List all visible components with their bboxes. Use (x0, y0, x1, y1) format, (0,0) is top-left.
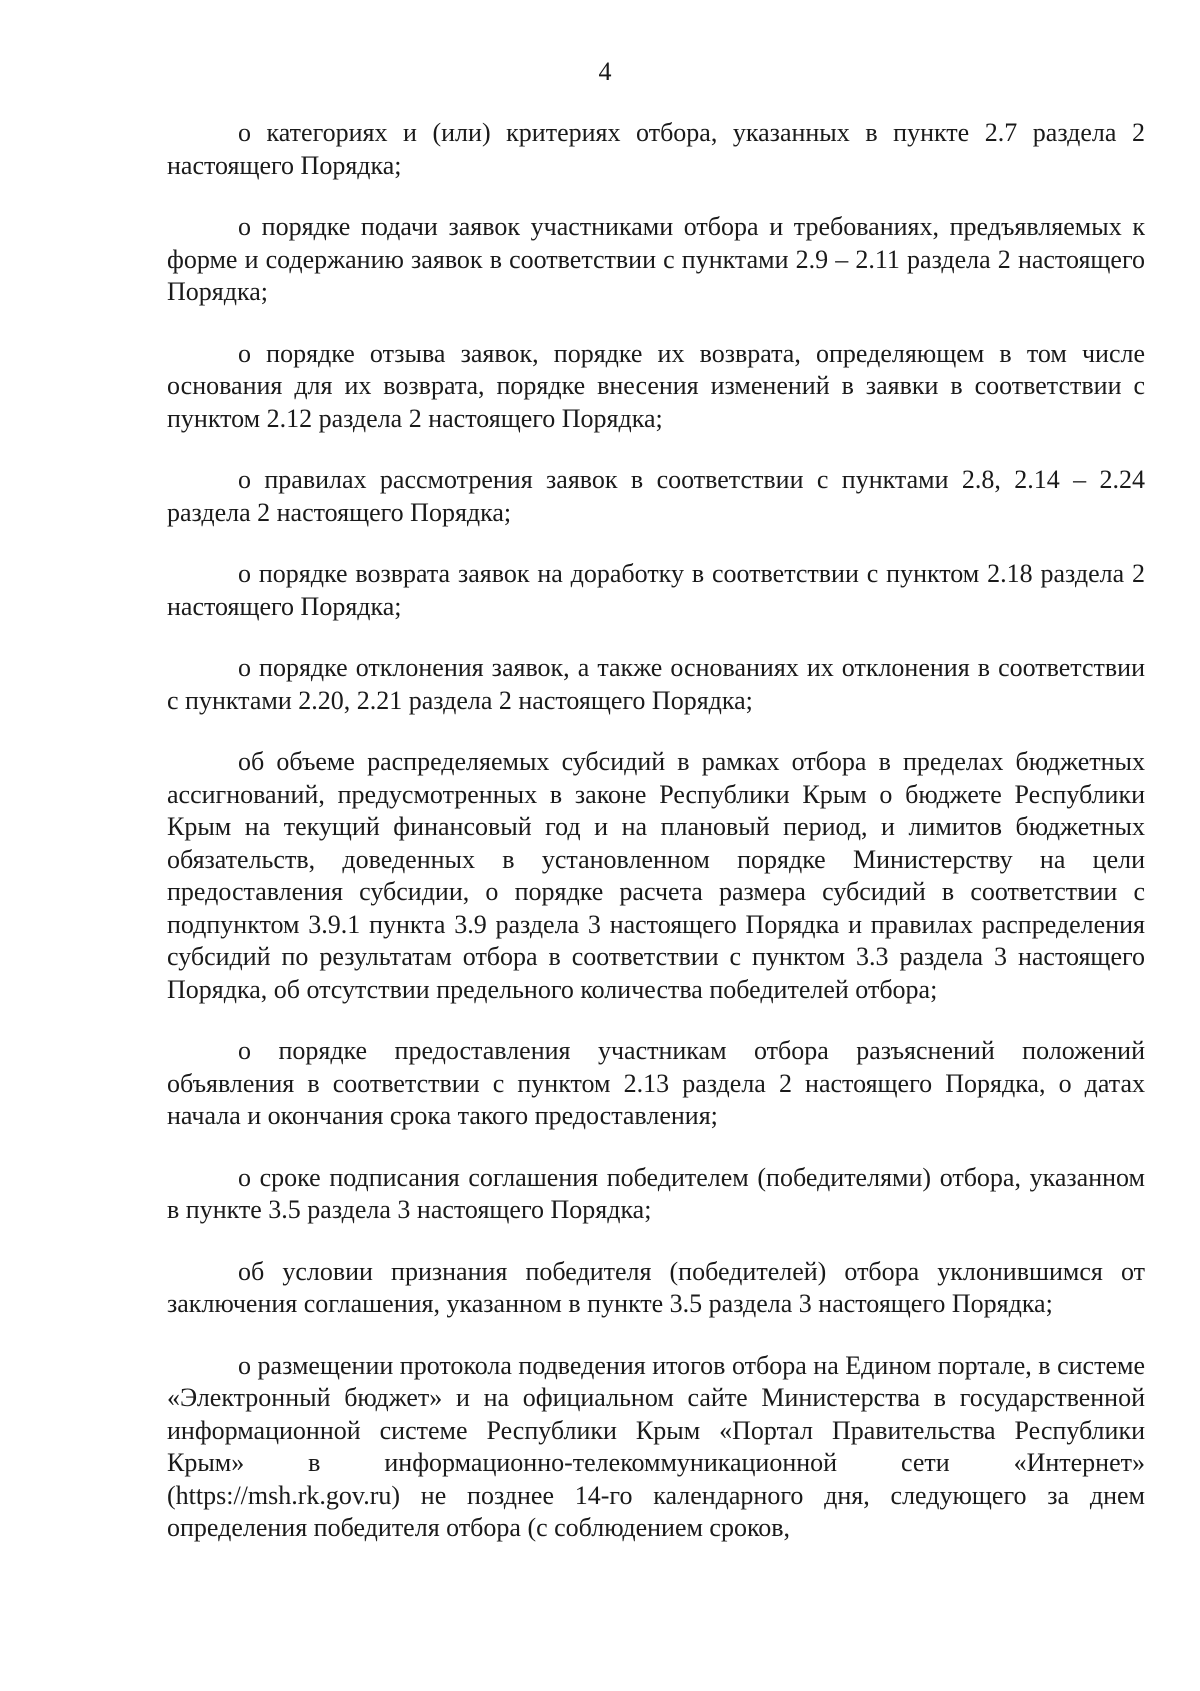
paragraph-subsidy-volume: об объеме распределяемых субсидий в рамках отбора в пределах бюджетных ассигнований, предусмотренных в законе Республики Крым о бюджете Республики Крым на текущий финансовый год и на плановый период, и лимитов бюджетных обязательств, доведенных в установленном порядке Министерству на цели предоставления субсидии, о порядке расчета размера субсидий в соответствии с подпунктом 3.9.1 пункта 3.9 раздела 3 настоящего Порядка и правилах распределения субсидий по результатам отбора в соответствии с пунктом 3.3 раздела 3 настоящего Порядка, об отсутствии предельного количества победителей отбора; (167, 747, 1145, 1004)
document-body (167, 117, 1145, 1545)
paragraph-protocol-publication: о размещении протокола подведения итогов отбора на Едином портале, в системе «Электронный бюджет» и на официальном сайте Министерства в государственной информационной системе Республики Крым «Портал Правительства Республики Крым» в информационно-телекоммуникационной сети «Интернет» (https://msh.rk.gov.ru) не позднее 14-го календарного дня, следующего за днем определения победителя отбора (с соблюдением сроков, (167, 1350, 1145, 1542)
paragraph-clarifications: о порядке предоставления участникам отбора разъяснений положений объявления в соответствии с пунктом 2.13 раздела 2 настоящего Порядка, о датах начала и окончания срока такого предоставления; (167, 1036, 1145, 1130)
paragraph-selection-criteria: о категориях и (или) критериях отбора, указанных в пункте 2.7 раздела 2 настоящего Порядка; (167, 118, 1145, 180)
paragraph-agreement-signing: о сроке подписания соглашения победителем (победителями) отбора, указанном в пункте 3.5 раздела 3 настоящего Порядка; (167, 1162, 1145, 1224)
paragraph-review-rules: о правилах рассмотрения заявок в соответствии с пунктами 2.8, 2.14 – 2.24 раздела 2 настоящего Порядка; (167, 465, 1145, 527)
paragraph-return-for-revision: о порядке возврата заявок на доработку в соответствии с пунктом 2.18 раздела 2 настоящего Порядка; (167, 559, 1145, 621)
paragraph-rejection: о порядке отклонения заявок, а также основаниях их отклонения в соответствии с пунктами 2.20, 2.21 раздела 2 настоящего Порядка; (167, 653, 1145, 715)
paragraph-application-submission: о порядке подачи заявок участниками отбора и требованиях, предъявляемых к форме и содержанию заявок в соответствии с пунктами 2.9 – 2.11 раздела 2 настоящего Порядка; (167, 212, 1145, 306)
paragraph-application-withdrawal: о порядке отзыва заявок, порядке их возврата, определяющем в том числе основания для их возврата, порядке внесения изменений в заявки в соответствии с пунктом 2.12 раздела 2 настоящего Порядка; (167, 338, 1145, 433)
paragraph-winner-evasion: об условии признания победителя (победителей) отбора уклонившимся от заключения соглашения, указанном в пункте 3.5 раздела 3 настоящего Порядка; (167, 1256, 1145, 1318)
page-number: 4 (598, 57, 612, 86)
